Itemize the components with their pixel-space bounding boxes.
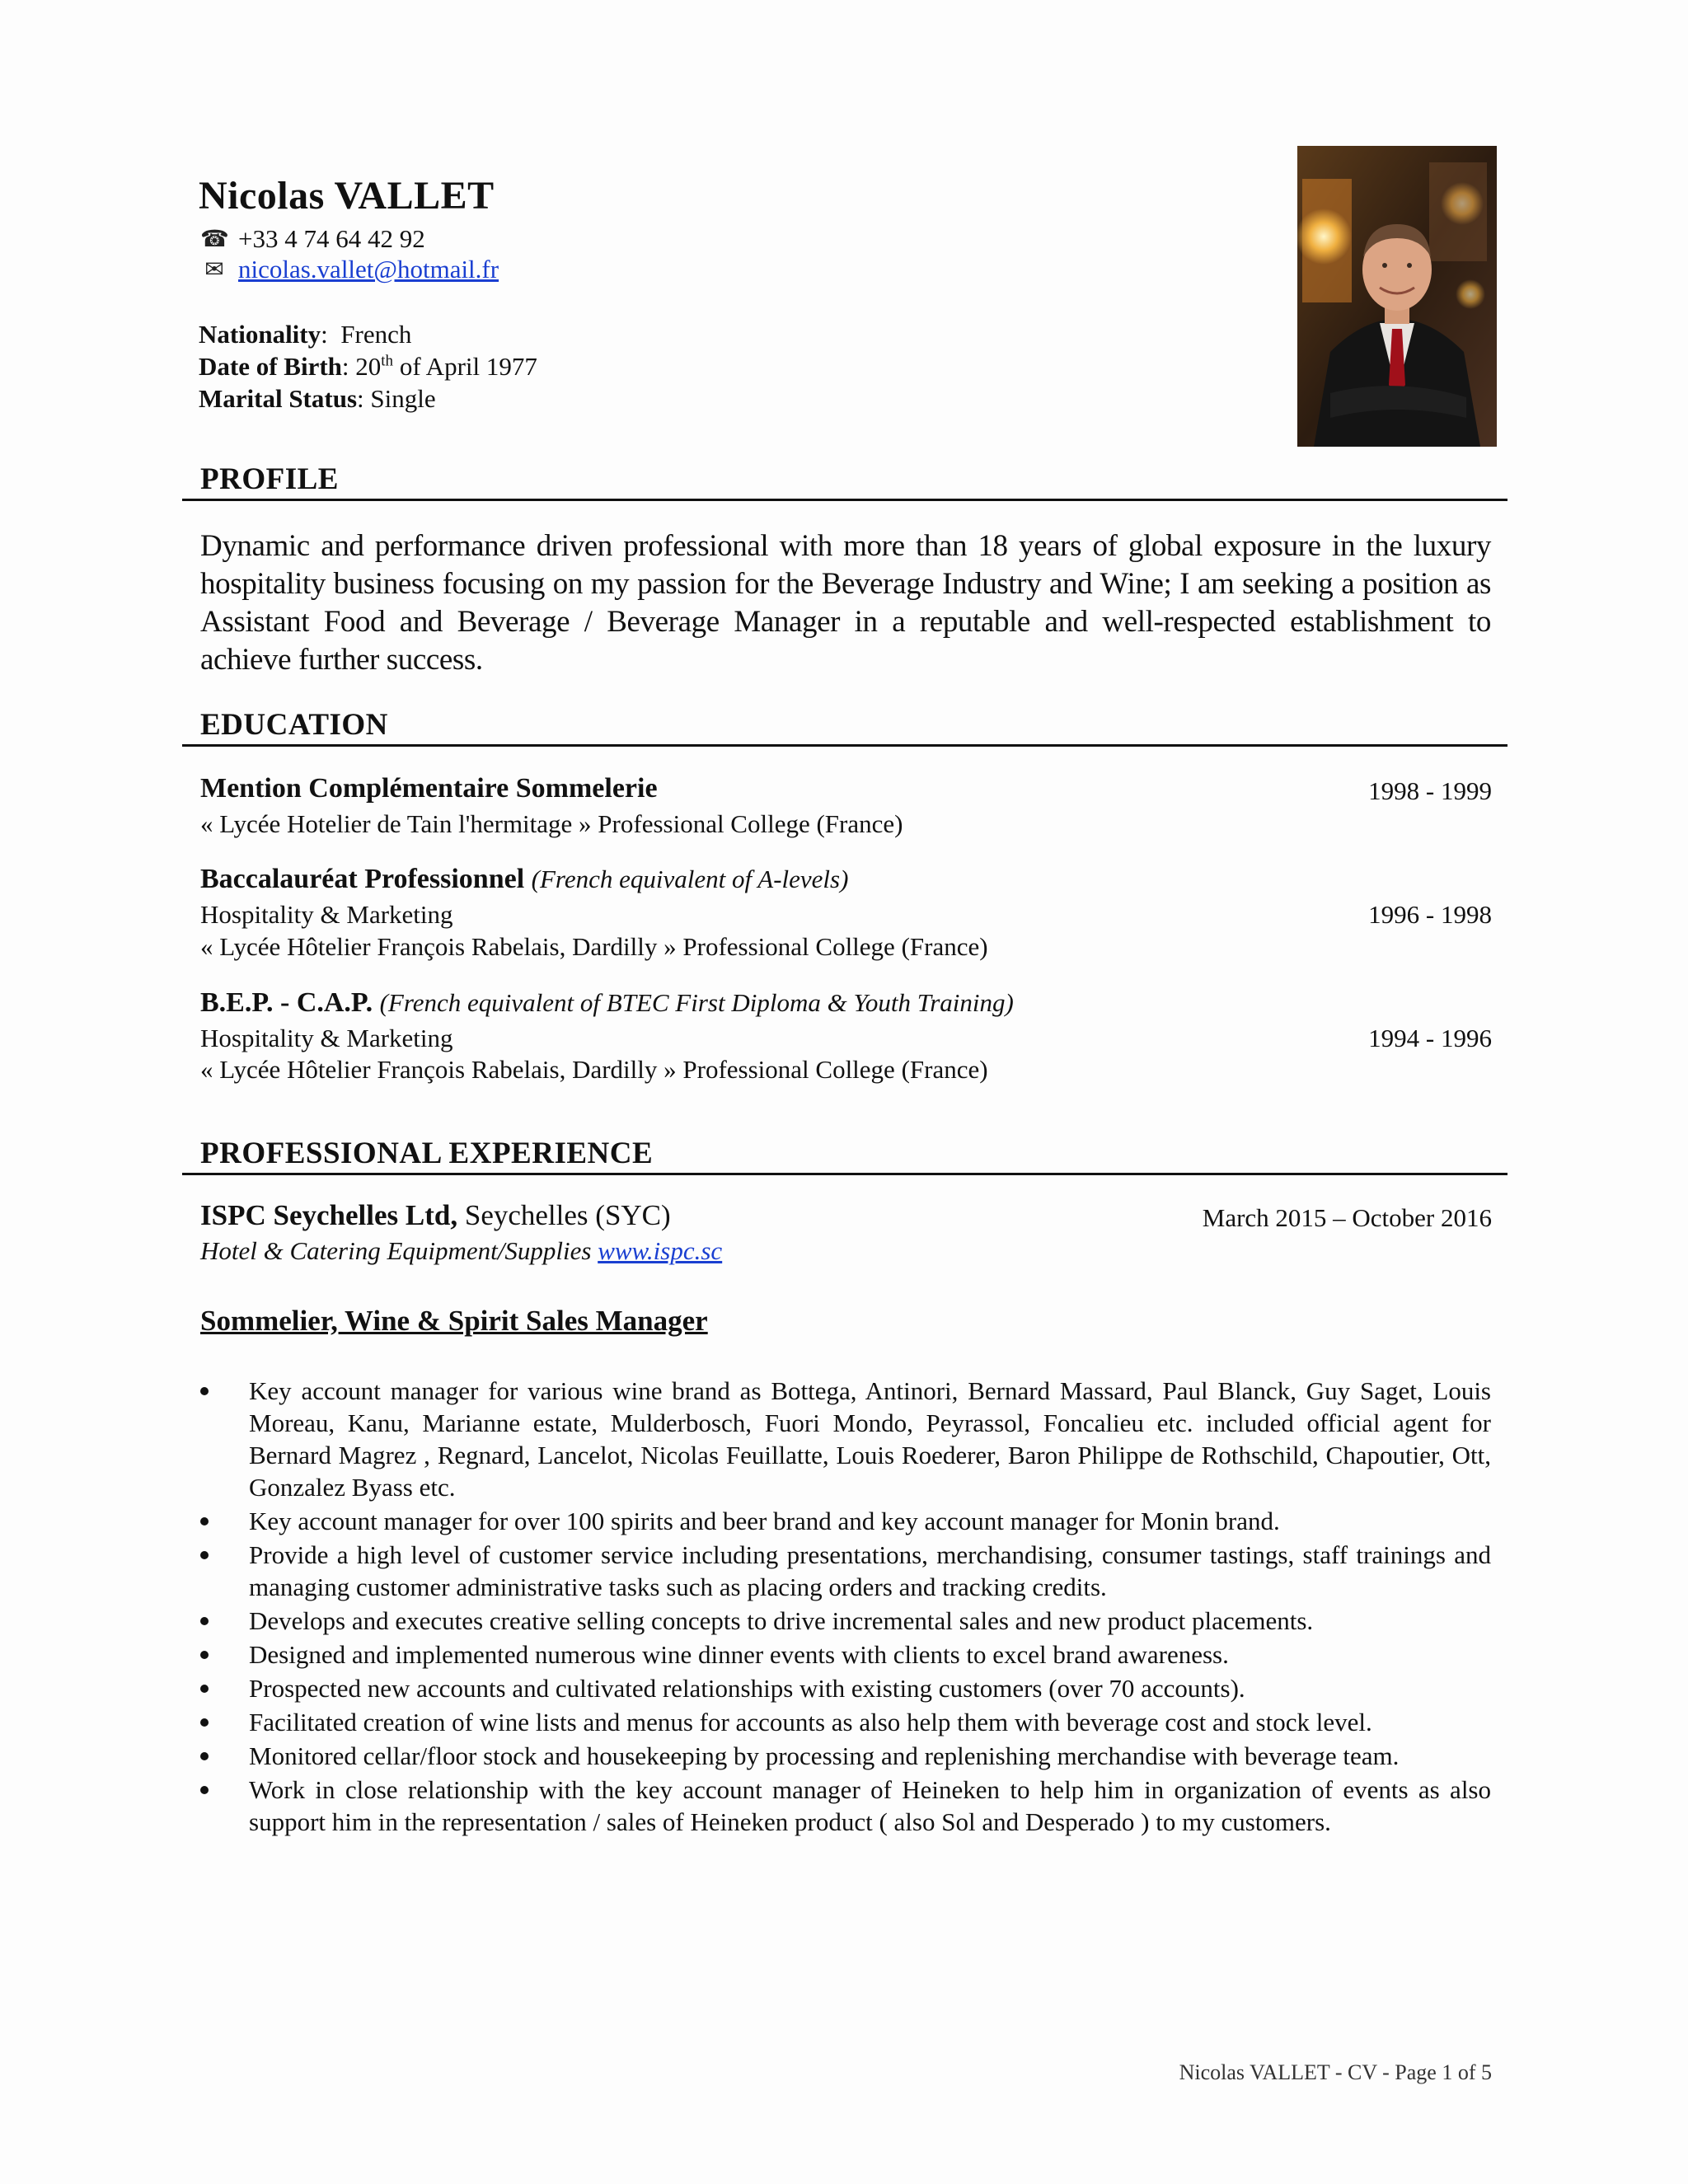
education-degree: Baccalauréat Professionnel <box>200 864 525 894</box>
page-footer: Nicolas VALLET - CV - Page 1 of 5 <box>1179 2060 1492 2084</box>
bullet-icon <box>200 1651 209 1659</box>
marital-label: Marital Status <box>199 384 358 413</box>
portrait-image <box>1297 146 1497 447</box>
bullet-icon <box>200 1752 209 1760</box>
education-field: Hospitality & Marketing <box>200 900 453 929</box>
list-item-text: Facilitated creation of wine lists and menus for accounts as also help them with beverage cost and stock level. <box>249 1708 1372 1736</box>
education-item-title <box>200 864 848 895</box>
list-item-text: Prospected new accounts and cultivated relationships with existing customers (over 70 accounts). <box>249 1674 1245 1703</box>
education-degree: Mention Complémentaire Sommelerie <box>200 773 658 804</box>
dob-suffix: th <box>381 352 394 370</box>
dob-label: Date of Birth <box>199 352 342 381</box>
company-location: Seychelles (SYC) <box>464 1199 671 1231</box>
company-description <box>200 1236 722 1266</box>
list-item <box>200 1706 1491 1738</box>
employment-dates: March 2015 – October 2016 <box>1202 1203 1492 1232</box>
list-item <box>200 1539 1491 1603</box>
envelope-icon: ✉ <box>204 257 224 283</box>
list-item-text: Provide a high level of customer service including presentations, merchandising, consumer tastings, staff trainings and managing customer administrative tasks such as placing orders and tracking credits. <box>249 1540 1491 1601</box>
list-item <box>200 1505 1491 1537</box>
education-field: Hospitality & Marketing <box>200 1024 453 1052</box>
bullet-icon <box>200 1387 209 1395</box>
list-item-text: Designed and implemented numerous wine dinner events with clients to excel brand awareness. <box>249 1640 1229 1669</box>
bullet-icon <box>200 1517 209 1526</box>
dob-line: Date of Birth: 20th of April 1977 <box>199 352 537 381</box>
education-degree: B.E.P. - C.A.P. <box>200 987 373 1018</box>
list-item <box>200 1774 1491 1838</box>
bullet-icon <box>200 1551 209 1559</box>
list-item <box>200 1740 1491 1772</box>
marital-line: Marital Status: Single <box>199 384 436 413</box>
list-item-text: Key account manager for various wine brand as Bottega, Antinori, Bernard Massard, Paul Blanck, Guy Saget, Louis Moreau, Kanu, Marianne estate, Mulderbosch, Fuori Mondo, Peyrassol, Foncalieu etc. included official agent for Bernard Magrez , Regnard, Lancelot, Nicolas Feuillatte, Louis Roederer, Baron Philippe de Rothschild, Chapoutier, Ott, Gonzalez Byass etc. <box>249 1376 1491 1502</box>
education-divider <box>182 744 1507 747</box>
profile-photo <box>1297 146 1497 447</box>
phone-number: +33 4 74 64 42 92 <box>238 224 425 253</box>
list-item <box>200 1672 1491 1704</box>
company-website-link[interactable]: www.ispc.sc <box>598 1236 723 1265</box>
education-years: 1996 - 1998 <box>1368 900 1492 929</box>
education-note: (French equivalent of A-levels) <box>531 865 849 893</box>
role-title: Sommelier, Wine & Spirit Sales Manager <box>200 1305 708 1337</box>
bullet-icon <box>200 1786 209 1794</box>
profile-text: Dynamic and performance driven professional with more than 18 years of global exposure in the luxury hospitality business focusing on my passion for the Beverage Industry and Wine; I am seeking a position as Assistant Food and Beverage / Beverage Manager in a reputable and well-respected establishment to achieve further success. <box>200 529 1491 677</box>
list-item <box>200 1605 1491 1637</box>
education-school: « Lycée Hôtelier François Rabelais, Dardilly » Professional College (France) <box>200 932 988 961</box>
experience-heading: PROFESSIONAL EXPERIENCE <box>200 1137 654 1170</box>
education-note: (French equivalent of BTEC First Diploma & Youth Training) <box>379 988 1014 1017</box>
list-item-text: Develops and executes creative selling concepts to drive incremental sales and new product placements. <box>249 1606 1314 1635</box>
nationality-label: Nationality <box>199 320 321 349</box>
list-item-text: Work in close relationship with the key account manager of Heineken to help him in organization of events as also support him in the representation / sales of Heineken product ( also Sol and Desperado ) to my customers. <box>249 1775 1491 1836</box>
phone-icon: ☎ <box>200 227 229 252</box>
education-years: 1994 - 1996 <box>1368 1024 1492 1052</box>
phone-line <box>200 224 425 254</box>
profile-heading: PROFILE <box>200 462 339 496</box>
marital-value: Single <box>370 384 436 413</box>
company-name: ISPC Seychelles Ltd, <box>200 1199 458 1231</box>
education-school: « Lycée Hotelier de Tain l'hermitage » Professional College (France) <box>200 809 903 838</box>
education-heading: EDUCATION <box>200 708 388 742</box>
education-item-title <box>200 773 658 804</box>
education-years: 1998 - 1999 <box>1368 776 1492 805</box>
responsibilities-list <box>200 1375 1491 1840</box>
profile-divider <box>182 499 1507 501</box>
email-line <box>200 255 499 284</box>
company-sector: Hotel & Catering Equipment/Supplies <box>200 1236 592 1265</box>
experience-divider <box>182 1173 1507 1175</box>
nationality-value: French <box>340 320 412 349</box>
list-item-text: Monitored cellar/floor stock and housekeeping by processing and replenishing merchandise with beverage team. <box>249 1741 1400 1770</box>
nationality-line: Nationality: French <box>199 320 412 349</box>
list-item <box>200 1638 1491 1671</box>
bullet-icon <box>200 1718 209 1727</box>
dob-day: 20 <box>355 352 382 381</box>
list-item <box>200 1375 1491 1503</box>
candidate-name: Nicolas VALLET <box>199 174 495 218</box>
education-school: « Lycée Hôtelier François Rabelais, Dardilly » Professional College (France) <box>200 1055 988 1084</box>
email-link[interactable]: nicolas.vallet@hotmail.fr <box>238 255 499 284</box>
education-item-title <box>200 987 1014 1019</box>
bullet-icon <box>200 1685 209 1693</box>
company-line <box>200 1199 671 1232</box>
dob-rest: of April 1977 <box>399 352 537 381</box>
bullet-icon <box>200 1617 209 1625</box>
list-item-text: Key account manager for over 100 spirits and beer brand and key account manager for Monin brand. <box>249 1507 1280 1535</box>
